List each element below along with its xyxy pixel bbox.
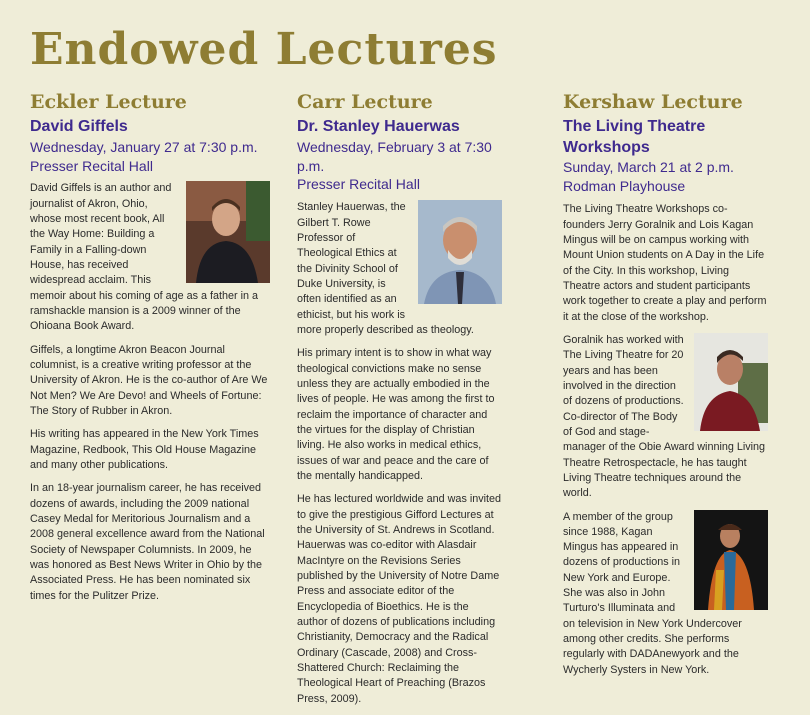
speaker-name: The Living Theatre Workshops xyxy=(563,117,706,156)
speaker-photo xyxy=(694,510,768,610)
bio-paragraph: The Living Theatre Workshops co-founders Jerry Goralnik and Lois Kagan Mingus will be on campus working with Mount Union students on A Day in the Life of the City. In this workshop, Living Theatre actors and student participants work together to create a play and perform it at the close of the workshop. xyxy=(563,203,767,323)
lecture-kershaw xyxy=(563,92,768,686)
lecture-venue: Presser Recital Hall xyxy=(297,176,420,193)
bio-paragraph: In an 18-year journalism career, he has received dozens of awards, including the 2009 national Casey Medal for Meritorious Journalism and a 2008 general excellence award from the National Society of Newspaper Columnists. In 2009, he was honored as Best News Writer in Ohio by the Associated Press. He has been nominated six times for the Pulitzer Prize. xyxy=(30,482,265,602)
bio-paragraph: His writing has appeared in the New York Times Magazine, Redbook, This Old House Magazine and many other publications. xyxy=(30,428,259,472)
lecture-venue: Presser Recital Hall xyxy=(30,157,153,174)
lecture-carr xyxy=(297,92,502,715)
lecture-title: Kershaw Lecture xyxy=(563,91,743,113)
lecture-date: Wednesday, February 3 at 7:30 p.m. xyxy=(297,138,492,174)
bio-paragraph: Stanley Hauerwas, the Gilbert T. Rowe Professor of Theological Ethics at the Divinity School of Duke University, is often identified as an ethicist, but his work is more properly described as theology. xyxy=(297,201,474,336)
bio-paragraph: Giffels, a longtime Akron Beacon Journal columnist, is a creative writing professor at the University of Akron. He is the co-author of Are We Not Men? We Are Devo! and Wheels of Fortune: The Story of Rubber in Akron. xyxy=(30,343,268,418)
bio-paragraph: He has lectured worldwide and was invited to give the prestigious Gifford Lectures at the University of St. Andrews in Scotland. Hauerwas was co-editor with Alasdair MacIntyre on the Revisions Series published by the University of Notre Dame Press and associate editor of the Encyclopedia of Bioethics. He is the author of dozens of publications including Christianity, Democracy and the Radical Ordinary (Cascade, 2008) and Cross-Shattered Church: Reclaiming the Theological Heart of Preaching (Brazos Press, 2009). xyxy=(297,493,502,705)
bio-paragraph: His primary intent is to show in what way theological convictions make no sense unless they are actually embodied in the lives of people. He was among the first to reclaim the importance of character and the virtues for the display of Christian living. He also works in medical ethics, issues of war and peace and the care of the mentally handicapped. xyxy=(297,347,495,482)
bio-paragraph: Goralnik has worked with The Living Theatre for 20 years and has been involved in the direction of dozens of productions. Co-director of The Body of God and stage-manager of the Obie Award winning Living Theatre Retrospectacle, he has taught Living Theatre techniques around the world. xyxy=(563,333,766,500)
lecture-date: Sunday, March 21 at 2 p.m. xyxy=(563,159,734,176)
lecture-title: Eckler Lecture xyxy=(30,91,187,113)
speaker-photo xyxy=(418,200,502,304)
speaker-name: David Giffels xyxy=(30,117,128,135)
lecture-eckler xyxy=(30,92,270,612)
speaker-photo xyxy=(694,333,768,431)
lecture-date: Wednesday, January 27 at 7:30 p.m. xyxy=(30,138,258,155)
bio-paragraph: David Giffels is an author and journalist of Akron, Ohio, whose most recent book, All the Way Home: Building a Family in a Falling-down House, has received widespread acclaim. This memoir about his coming of age as a father in a ramshackle mansion is a 2009 winner of the Ohioana Book Award. xyxy=(30,182,259,333)
bio-paragraph: A member of the group since 1988, Kagan Mingus has appeared in dozens of productions in New York and Europe. She was also in John Turturo's Illuminata and on television in New York Undercover among other credits. She performs regularly with DADAnewyork and the Wycherly Systers in New York. xyxy=(563,510,742,676)
lecture-title: Carr Lecture xyxy=(297,91,433,113)
page-title: Endowed Lectures xyxy=(30,24,498,75)
speaker-name: Dr. Stanley Hauerwas xyxy=(297,117,460,135)
speaker-photo xyxy=(186,181,270,283)
lecture-venue: Rodman Playhouse xyxy=(563,178,686,195)
